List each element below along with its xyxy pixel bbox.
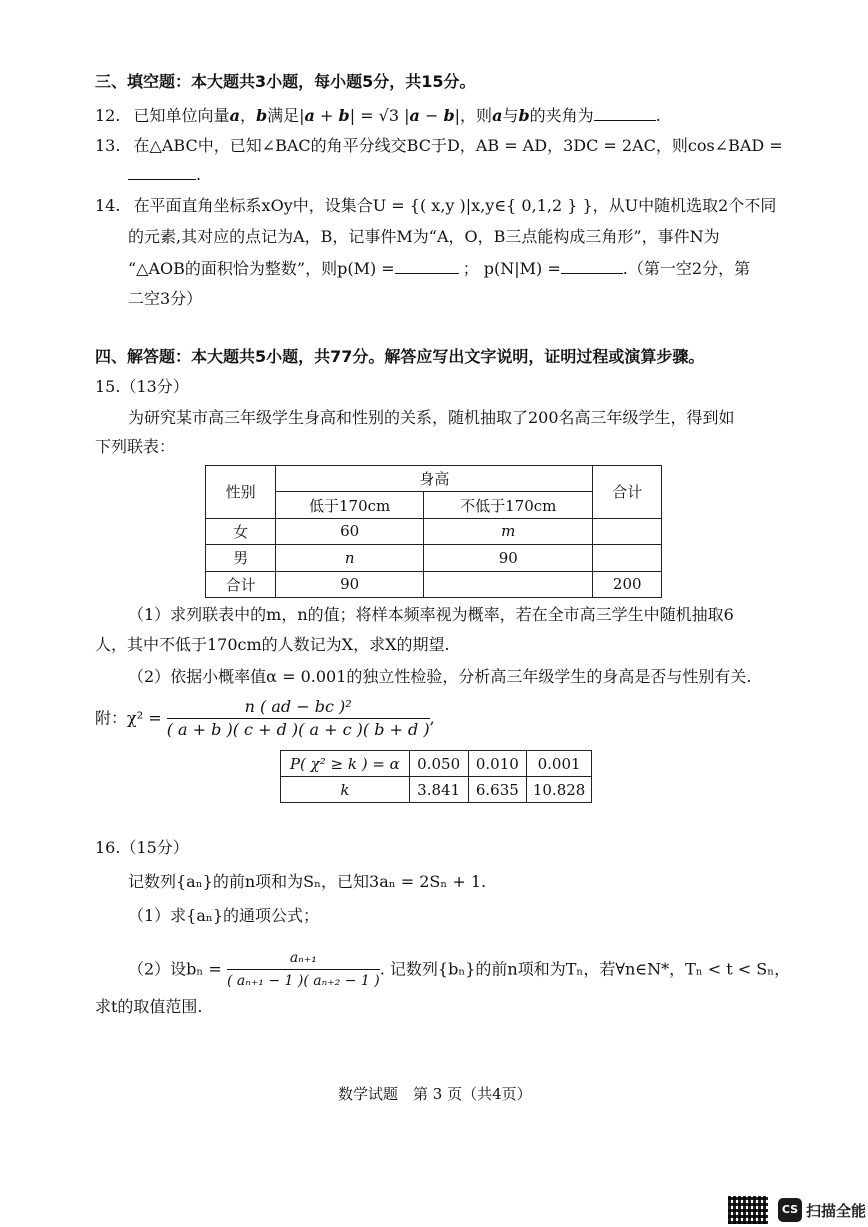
crit-k-1: 6.635 [468, 777, 527, 803]
row-female-low: 60 [276, 518, 424, 544]
row-female-total [593, 518, 662, 544]
q12-text-pre: 已知单位向量 [133, 106, 230, 125]
q12-post: |，则 [454, 106, 493, 125]
row-male-label: 男 [206, 545, 276, 571]
q12-minus: − [419, 106, 444, 125]
table-row [206, 518, 662, 544]
q12-comma: ， [239, 106, 256, 125]
crit-k-label: k [281, 777, 410, 803]
formula-fraction [167, 697, 430, 740]
formula-denominator: ( a + b )( c + d )( a + c )( b + d ) [166, 720, 430, 739]
crit-k-2: 10.828 [527, 777, 592, 803]
question-14 [95, 196, 776, 216]
watermark-text: 扫描全能 [806, 1202, 867, 1220]
crit-alpha-2: 0.001 [527, 751, 592, 777]
q14-line-2: 的元素,其对应的点记为A，B，记事件M为“A，O，B三点能构成三角形”，事件N为 [128, 227, 720, 246]
q12-number: 12. [95, 106, 121, 125]
q14-number: 14. [95, 196, 121, 215]
th-height: 身高 [276, 466, 593, 492]
section-4-heading: 四、解答题：本大题共5小题，共77分。解答应写出文字说明，证明过程或演算步骤。 [95, 347, 705, 366]
q13-answer-blank[interactable] [128, 164, 196, 180]
q12-expr-b1: b [338, 106, 350, 125]
q16-part-2-line-2: 求t的取值范围. [95, 997, 203, 1016]
row-sum-high [424, 571, 593, 597]
question-13 [95, 136, 783, 156]
q14-line-3c: .（第一空2分，第 [622, 259, 751, 278]
q15-part-1-line-2: 人，其中不低于170cm的人数记为X，求X的期望. [95, 635, 450, 654]
q14-line-3a: “△AOB的面积恰为整数”，则p(M) = [128, 259, 395, 278]
camscanner-logo: CS [778, 1198, 802, 1222]
q12-expr-b2: b [443, 106, 455, 125]
formula-numerator: n ( ad − bc )² [167, 697, 430, 719]
q12-vec-b: b [255, 106, 268, 125]
formula-label: 附：χ² = [95, 708, 162, 728]
q12-expr-a2: a [409, 106, 420, 125]
q16-number: 16.（15分） [95, 838, 189, 857]
q16-p2-post: . 记数列{bₙ}的前n项和为Tₙ，若∀n∈N*，Tₙ < t < Sₙ， [379, 959, 791, 979]
q12-eq: | = √3 | [349, 106, 410, 125]
crit-alpha-label: P( χ² ≥ k ) = α [281, 751, 410, 777]
question-12 [95, 105, 661, 126]
chi-square-formula [95, 697, 435, 740]
row-male-low: n [276, 545, 424, 571]
q12-vec-a2: a [492, 106, 503, 125]
q16-frac-den: ( aₙ₊₁ − 1 )( aₙ₊₂ − 1 ) [226, 973, 380, 989]
crit-alpha-0: 0.050 [409, 751, 468, 777]
row-female-label: 女 [206, 518, 276, 544]
q15-intro-2: 下列联表： [95, 437, 176, 456]
q13-answer-line [128, 164, 201, 185]
q15-number: 15.（13分） [95, 377, 189, 396]
q15-part-1-line-1: （1）求列联表中的m，n的值；将样本频率视为概率，若在全市高三学生中随机抽取6 [128, 605, 734, 624]
q14-line-4: 二空3分） [128, 289, 203, 308]
th-total: 合计 [593, 466, 662, 519]
table-row [206, 571, 662, 597]
q16-frac-num: aₙ₊₁ [227, 948, 380, 970]
q16-p2-pre: （2）设bₙ = [128, 959, 222, 979]
q12-plus: + [314, 106, 339, 125]
row-sum-low: 90 [276, 571, 424, 597]
section-3-heading: 三、填空题：本大题共3小题，每小题5分，共15分。 [95, 72, 476, 91]
row-sum-total: 200 [593, 571, 662, 597]
row-sum-label: 合计 [206, 571, 276, 597]
q16-line-1: 记数列{aₙ}的前n项和为Sₙ，已知3aₙ = 2Sₙ + 1. [128, 872, 487, 891]
q16-fraction [227, 948, 380, 991]
q14-blank-1[interactable] [395, 258, 459, 274]
page-footer: 数学试题 第 3 页（共4页） [338, 1085, 532, 1103]
row-female-high: m [424, 518, 593, 544]
q13-number: 13. [95, 136, 121, 155]
row-male-total [593, 545, 662, 571]
contingency-table [205, 465, 662, 598]
q14-blank-2[interactable] [561, 258, 623, 274]
q16-part-1: （1）求{aₙ}的通项公式； [128, 906, 320, 925]
q12-vec-b2: b [518, 106, 530, 125]
q12-mid: 满足| [267, 106, 305, 125]
q12-expr-a1: a [304, 106, 315, 125]
q16-part-2 [128, 948, 790, 991]
q12-answer-blank[interactable] [594, 105, 656, 121]
q12-tail: 的夹角为 [529, 106, 594, 125]
table-row [206, 545, 662, 571]
q15-part-2: （2）依据小概率值α = 0.001的独立性检验，分析高三年级学生的身高是否与性别有关. [128, 667, 752, 686]
crit-k-0: 3.841 [409, 777, 468, 803]
crit-alpha-1: 0.010 [468, 751, 527, 777]
critical-value-table [280, 750, 592, 803]
q12-end: . [655, 106, 661, 125]
th-low: 低于170cm [276, 492, 424, 518]
th-gender: 性别 [206, 466, 276, 519]
q14-line-1: 在平面直角坐标系xOy中，设集合U = {( x,y )|x,y∈{ 0,1,2 } }，从U中随机选取2个不同 [133, 196, 777, 215]
q15-intro-1: 为研究某市高三年级学生身高和性别的关系，随机抽取了200名高三年级学生，得到如 [128, 408, 735, 427]
formula-tail: , [429, 708, 435, 728]
q14-line-3b: ； p(N|M) = [462, 259, 561, 278]
q13-end: . [196, 165, 202, 184]
q12-yu: 与 [502, 106, 519, 125]
th-high: 不低于170cm [424, 492, 593, 518]
q12-vec-a: a [229, 106, 240, 125]
qr-code-icon [728, 1196, 768, 1224]
q14-line-3 [128, 258, 750, 279]
row-male-high: 90 [424, 545, 593, 571]
q13-text: 在△ABC中，已知∠BAC的角平分线交BC于D，AB = AD，3DC = 2AC，则cos∠BAD = [133, 136, 783, 155]
